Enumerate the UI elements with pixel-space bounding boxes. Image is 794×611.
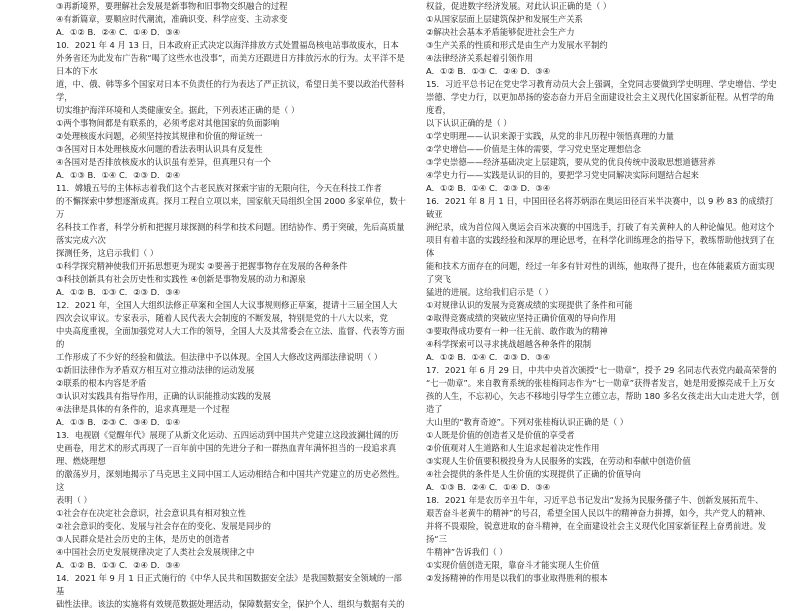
left-column-line: 外务省还为此发布广告称“喝了这些水也没事”，而美方还跟进日方排放污水的行为。太平洋不是日本的下水 xyxy=(56,53,405,76)
left-column-line: 11．嫦娥五号的主体标志着我们这个古老民族对探索宇宙的无限向往，今天在科技工作者 xyxy=(56,183,382,193)
right-column-line: “七一勋章”。来自教育系统的张桂梅同志作为“七一勋章”获得者发言，她是用爱擦亮成千上万女 xyxy=(426,378,776,388)
right-column-line: ②学史增信——价值是主体的需要，学习党史坚定理想信念 xyxy=(426,144,641,154)
right-column-line: 崇德、学史力行，以更加昂扬的姿态奋力开启全面建设社会主义现代化国家新征程。从哲学的角度看， xyxy=(426,92,775,115)
right-column-line: 以下认识正确的是（ ） xyxy=(426,118,512,128)
left-column-line: 四次会议审议。专家表示，随着人民代表大会制度的不断发展，特别是党的十八大以来，党 xyxy=(56,313,388,323)
left-column-line: 名科技工作者，科学分析和把握月球探测的科学和技术问题。团结协作、勇于突破，先后高质量落实完成六次 xyxy=(56,222,405,245)
left-column-line: ③各国对日本处理核废水问题的看法表明认识具有反复性 xyxy=(56,144,263,154)
right-column-line: ④法律经济关系起着引领作用 xyxy=(426,53,534,63)
right-column-line: ②价值观对人生道路和人生追求起着决定性作用 xyxy=(426,443,600,453)
right-column-line: 项目有着丰富的实践经验和深厚的理论思考，在科学化训练理念的指导下，教练帮助他找到了在体 xyxy=(426,235,775,258)
right-column-line: ②发扬精神的作用是以我们的事业取得胜利的根本 xyxy=(426,573,608,583)
right-column-line: 15．习近平总书记在党史学习教育动员大会上强调，全党同志要做到学史明理、学史增信、学史 xyxy=(426,79,777,89)
left-column-line: 工作形成了不少好的经验和做法。但法律中予以体现。全国人大修改这两部法律说明（ ） xyxy=(56,352,383,362)
right-column-line: 权益，促进数字经济发展。对此认识正确的是（ ） xyxy=(426,1,612,11)
right-column-line: 猛进的进展。这给我们启示是（ ） xyxy=(426,287,554,297)
left-column-line: ④法律是具体的有条件的，追求真理是一个过程 xyxy=(56,404,230,414)
left-column-line: ②联系的根本内容是矛盾 xyxy=(56,378,147,388)
right-column-line: ①对规律认识的发展为竞赛成绩的实现提供了条件和可能 xyxy=(426,300,633,310)
right-column-line: ③生产关系的性质和形式是由生产力发展水平制约 xyxy=(426,40,608,50)
left-column-line: ③科技创新具有社会历史性和实践性 ④创新是事物发展的动力和源泉 xyxy=(56,274,306,284)
left-column-line: ①社会存在决定社会意识，社会意识具有相对独立性 xyxy=(56,508,246,518)
left-column-line: ②处理核废水问题，必须坚持按其规律和价值的辩证统一 xyxy=(56,131,263,141)
left-column-line: A．①② B．②④ C．①④ D．③④ xyxy=(56,27,181,37)
right-column-line: ④社会提供的条件是人生价值的实现提供了正确的价值导向 xyxy=(426,469,641,479)
right-column-line: ④科学探索可以寻求挑战超越各种条件的限制 xyxy=(426,339,592,349)
right-column-line: 16．2021 年 8 月 1 日，中国田径名将苏炳添在奥运田径百米半决赛中，以 9 秒 83 的成绩打破亚 xyxy=(426,196,774,219)
left-column-line: ④各国对是否排放核废水的认识虽有差异，但真理只有一个 xyxy=(56,157,271,167)
left-column-line: ③再新境界，要理解社会发展是新事物和旧事物交织融合的过程 xyxy=(56,1,288,11)
right-column-line: A．①② B．①④ C．②③ D．③④ xyxy=(426,183,551,193)
left-column-line: 史画卷，用艺术的形式再现了一百年前中国的先进分子和一群热血青年满怀担当的一段追求真理、燃烧理想 xyxy=(56,443,397,466)
right-column-line: 孩的人生，不忘初心，矢志不移地引导学生立德立志，帮助 180 多名女孩走出大山走进大学，创造了 xyxy=(426,391,779,414)
right-column-line: ①实现价值创造无限，靠奋斗才能实现人生价值 xyxy=(426,560,600,570)
right-column-line: 大山里的“教育奇迹”。下列对张桂梅认识正确的是（ ） xyxy=(426,417,629,427)
right-column-line: ①学史明理——认识来源于实践，从党的非凡历程中领悟真理的力量 xyxy=(426,131,675,141)
left-column-line: 表明（ ） xyxy=(56,495,92,505)
right-column-line: ①人既是价值的创造者又是价值的享受者 xyxy=(426,430,575,440)
right-column-line: A．①③ B．②④ C．①④ D．③④ xyxy=(426,482,551,492)
left-column-line: 切实维护海洋环境和人类健康安全。据此，下列表述正确的是（ ） xyxy=(56,105,300,115)
left-column-line: ①新旧法律作为矛盾双方相互对立推动法律的运动发展 xyxy=(56,365,255,375)
right-column-line: ④学史力行——实践是认识的目的，要把学习党史同解决实际问题结合起来 xyxy=(426,170,699,180)
left-column-line: A．①③ B．①④ C．②③ D．②④ xyxy=(56,170,181,180)
right-column-line: ①从国家层面上层建筑保护和发展生产关系 xyxy=(426,14,583,24)
right-column-line: A．①② B．①③ C．②④ D．③④ xyxy=(426,66,551,76)
right-column-line: 并将不畏艰险，锐意进取的奋斗精神，在全面建设社会主义现代化国家新征程上奋勇前进。发扬“三 xyxy=(426,521,767,544)
left-column-line: 中央高度重视，全面加强党对人大工作的领导，全国人大及其常委会在立法、监督、代表等方面的 xyxy=(56,326,405,349)
left-column-line: A．①② B．①③ C．②④ D．③④ xyxy=(56,560,181,570)
left-column-line: 的不懈探索中梦想逐渐成真。探月工程自立项以来，国家航天局组织全国 2000 多家单位，数十万 xyxy=(56,196,406,219)
left-column-line: 13．电视剧《觉醒年代》展现了从新文化运动、五四运动到中国共产党建立这段波澜壮阔的历 xyxy=(56,430,399,440)
left-column-line: 14．2021 年 9 月 1 日正式施行的《中华人民共和国数据安全法》是我国数据安全领域的一部基 xyxy=(56,573,402,596)
left-column-line: ①两个事物间都是有联系的，必须考虑对其他国家的负面影响 xyxy=(56,118,280,128)
right-column-line: 能和技术方面存在的问题，经过一年多有针对性的训练，他取得了提升，也在体能素质方面实现了突飞 xyxy=(426,261,775,284)
right-column-line: 牛精神”告诉我们（ ） xyxy=(426,547,508,557)
left-column xyxy=(56,0,410,609)
right-column-line: 艰苦奋斗老黄牛的精神”的号召，希望全国人民以牛的精神奋力拼搏，如今，共产党人的精神、 xyxy=(426,508,771,518)
right-column-line: 洲纪录，成为首位闯入奥运会百米决赛的中国选手，打破了有关黄种人的人种论偏见。他对这个 xyxy=(426,222,775,232)
right-column-line: ③学史崇德——经济基础决定上层建筑，要从党的优良传统中汲取思想道德营养 xyxy=(426,157,716,167)
left-column-line: A．①③ B．②③ C．③④ D．①④ xyxy=(56,417,181,427)
right-column xyxy=(426,0,780,583)
left-column-line: 道，中、俄、韩等多个国家对日本不负责任的行为表达了严正抗议，希望日美不要以政治代替科学， xyxy=(56,79,405,102)
left-column-line: 10．2021 年 4 月 13 日，日本政府正式决定以海洋排放方式处置福岛核电站事故废水，日本 xyxy=(56,40,399,50)
left-column-line: 础性法律。该法的实施将有效规范数据处理活动，保障数据安全，保护个人、组织与数据有关的 xyxy=(56,599,405,609)
left-column-line: ④中国社会历史发展规律决定了人类社会发展规律之中 xyxy=(56,547,255,557)
right-column-line: ②解决社会基本矛盾能够促进社会生产力 xyxy=(426,27,575,37)
left-column-line: ①科学探究精神使我们开拓思想更为现实 ②要善于把握事物存在发展的各种条件 xyxy=(56,261,348,271)
right-column-line: ③要取得成功要有一种一往无前、敢作敢为的精神 xyxy=(426,326,608,336)
left-column-line: A．①② B．①③ C．②③ D．③④ xyxy=(56,287,181,297)
right-column-line: ③实现人生价值要积极投身为人民服务的实践，在劳动和奉献中创造价值 xyxy=(426,456,691,466)
right-column-line: 18．2021 年是农历辛丑牛年，习近平总书记发出“发扬为民服务孺子牛、创新发展拓荒牛、 xyxy=(426,495,764,505)
left-column-line: ④有新篇章，要顺应时代潮流，准确识变、科学应变、主动求变 xyxy=(56,14,288,24)
right-column-line: 17．2021 年 6 月 29 日，中共中央首次颁授“七一勋章”，授予 29 名同志代表党内最高荣誉的 xyxy=(426,365,777,375)
right-column-line: A．①② B．①④ C．②③ D．③④ xyxy=(426,352,551,362)
right-column-line: ②取得竞赛成绩的突破应坚持正确价值观的导向作用 xyxy=(426,313,616,323)
left-column-line: 的激荡岁月，深刻地揭示了马克思主义同中国工人运动相结合和中国共产党建立的历史必然性。这 xyxy=(56,469,405,492)
left-column-line: ②社会意识的变化、发展与社会存在的变化、发展是同步的 xyxy=(56,521,271,531)
left-column-line: ③人民群众是社会历史的主体，是历史的创造者 xyxy=(56,534,230,544)
left-column-line: ③认识对实践具有指导作用，正确的认识能推动实践的发展 xyxy=(56,391,271,401)
left-column-line: 12．2021 年，全国人大组织法修正草案和全国人大议事规则修正草案，提请十三届全国人大 xyxy=(56,300,398,310)
left-column-line: 探测任务，这启示我们（ ） xyxy=(56,248,159,258)
